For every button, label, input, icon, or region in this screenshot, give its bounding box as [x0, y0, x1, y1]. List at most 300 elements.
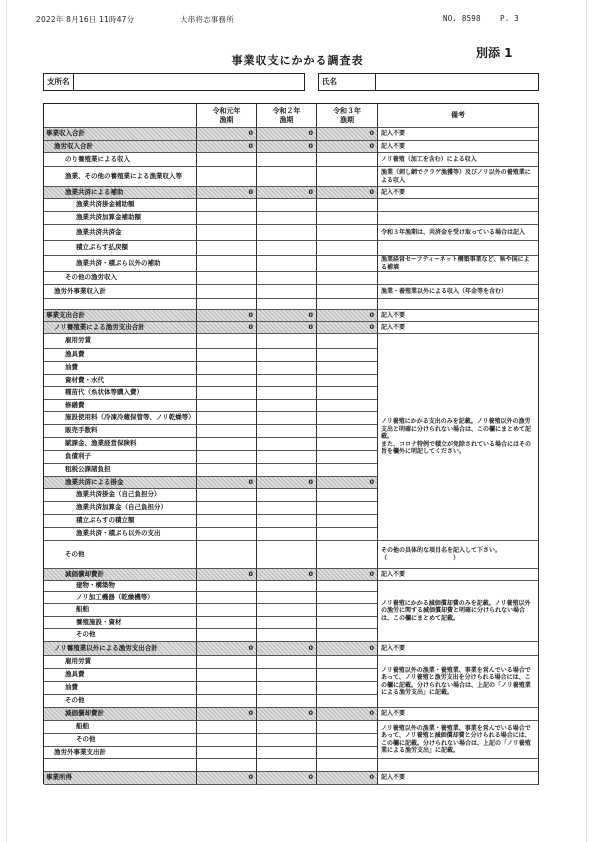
row-label-text: 漁労収入合計 — [54, 141, 93, 150]
row-label — [44, 141, 197, 153]
row-label — [44, 212, 197, 225]
row-remark-text: ノリ養殖にかかる減価償却費のみを記載。ノリ養殖以外の漁労に関する減価償却費と明確に分けられない場合は、この欄にまとめて記載。 — [381, 599, 531, 622]
row-label-text: 漁業共済加算金（自己負担分） — [76, 503, 167, 512]
row-value — [257, 477, 317, 489]
row-label-text: 積立ぷらすの積立額 — [76, 516, 135, 525]
row-label — [44, 334, 197, 349]
row-remark — [378, 334, 539, 541]
row-value — [197, 489, 257, 502]
row-label — [44, 199, 197, 212]
row-value-text: 0 — [369, 773, 374, 782]
row-value — [317, 502, 378, 515]
row-value — [257, 400, 317, 412]
row-label-text: その他 — [65, 696, 85, 705]
row-remark — [378, 322, 539, 334]
branch-value — [76, 74, 302, 90]
row-value — [197, 451, 257, 464]
row-value — [257, 656, 317, 669]
row-value — [317, 569, 378, 581]
row-label-text: 漁業共済加算金補助額 — [76, 213, 141, 222]
row-remark — [378, 642, 539, 656]
row-value — [257, 489, 317, 502]
branch-field — [43, 73, 305, 91]
row-value-text: 0 — [308, 773, 313, 782]
row-value — [257, 225, 317, 241]
row-value-text: 0 — [308, 141, 313, 150]
row-label-text: 減価償却費計 — [65, 569, 104, 578]
row-value-text: 0 — [308, 310, 313, 319]
row-value — [197, 581, 257, 592]
row-value-text: 0 — [369, 477, 374, 486]
row-remark-text: 記入不要 — [381, 323, 406, 331]
row-remark — [378, 285, 539, 299]
row-value — [197, 682, 257, 695]
row-label — [44, 225, 197, 241]
row-label-text: のり養殖業による収入 — [65, 154, 130, 163]
attachment-label: 別添 1 — [476, 46, 513, 60]
row-value — [197, 734, 257, 747]
row-remark-text: 漁業・養殖業以外による収入（年金等を含む） — [381, 287, 508, 295]
row-value — [317, 541, 378, 569]
row-remark — [378, 299, 539, 310]
row-value — [197, 225, 257, 241]
row-value — [197, 349, 257, 362]
row-value-text: 0 — [248, 141, 253, 150]
row-value — [197, 629, 257, 642]
row-remark-text: 記入不要 — [381, 570, 406, 578]
row-value — [197, 375, 257, 387]
column-header-period-text: 漁期 — [279, 115, 294, 124]
row-remark — [378, 153, 539, 167]
row-value — [197, 695, 257, 708]
row-value — [257, 772, 317, 785]
row-value — [257, 629, 317, 642]
row-value-text: 0 — [369, 569, 374, 578]
row-label — [44, 153, 197, 167]
name-label: 氏名 — [319, 74, 376, 90]
row-value — [317, 581, 378, 592]
row-remark-text: 記入不要 — [381, 142, 406, 150]
row-remark-text: ノリ養殖にかかる支出のみを記載。ノリ養殖以外の漁労支出と明確に分けられない場合は、この欄にまとめて記載。 また、コロナ特例で積立が免除されている場合にはその旨を欄外に明記してください。 — [381, 418, 532, 456]
row-label — [44, 489, 197, 502]
row-label-text: 建物・構築物 — [76, 581, 115, 590]
column-header-year — [257, 104, 317, 128]
column-header-remarks — [378, 104, 539, 128]
row-value — [257, 199, 317, 212]
row-remark-text: 漁業（刺し網でクラゲ漁獲等）及びノリ以外の養殖業による収入 — [381, 169, 531, 184]
row-remark-text: ノリ養殖以外の漁業・養殖業、事業を営んでいる場合であって、ノリ養殖と漁労支出を分けられる場合には、この欄に記載。分けられない場合は、上記の「ノリ養殖業による漁労支出」に記載。 — [381, 666, 531, 696]
row-value — [197, 528, 257, 541]
column-header-period-text: 漁期 — [219, 115, 234, 124]
row-label-text: 漁業共済・積ぷら以外の支出 — [76, 529, 161, 538]
row-label-text: 雇用労賃 — [65, 657, 91, 666]
row-label — [44, 581, 197, 592]
row-value — [317, 128, 378, 141]
row-value — [197, 747, 257, 759]
row-value — [197, 477, 257, 489]
row-label-text: ノリ養殖業以外による漁労支出合計 — [54, 643, 158, 652]
row-value — [257, 682, 317, 695]
row-value-text: 0 — [369, 141, 374, 150]
row-value — [257, 747, 317, 759]
row-label — [44, 708, 197, 721]
row-label — [44, 747, 197, 759]
row-value — [257, 285, 317, 299]
row-label-text: 負債利子 — [65, 452, 91, 461]
row-label — [44, 541, 197, 569]
row-value-text: 0 — [308, 569, 313, 578]
row-value — [257, 167, 317, 187]
row-remark — [378, 759, 539, 772]
row-remark-text: 記入不要 — [381, 710, 406, 718]
row-label-text: 養殖施設・資材 — [76, 617, 122, 626]
row-value — [317, 362, 378, 375]
column-header-year-text: 令和２年 — [272, 107, 301, 115]
row-label-text: 種苗代（糸状体等購入費） — [65, 388, 143, 397]
row-label-text: 漁具費 — [65, 670, 85, 679]
row-value — [197, 604, 257, 617]
row-value — [197, 322, 257, 334]
row-label-text: 漁労外事業収入計 — [54, 286, 106, 295]
row-label — [44, 656, 197, 669]
row-label-text: 資材費・水代 — [65, 375, 104, 384]
row-value — [257, 734, 317, 747]
row-value — [257, 212, 317, 225]
column-header-year-text: 令和３年 — [333, 107, 361, 115]
row-value-text: 0 — [369, 709, 374, 718]
row-label-text: 販売手数料 — [65, 426, 98, 435]
row-value-text: 0 — [308, 709, 313, 718]
row-label-text: 修繕費 — [65, 400, 85, 409]
row-value — [257, 153, 317, 167]
row-label — [44, 256, 197, 272]
row-remark-text: その他の具体的な項目名を記入して下さい。 （ ） — [381, 547, 502, 562]
row-value — [257, 412, 317, 425]
row-label — [44, 464, 197, 477]
row-value — [197, 515, 257, 528]
row-label — [44, 642, 197, 656]
row-value — [197, 256, 257, 272]
row-label-text: ノリ養殖業による漁労支出合計 — [54, 322, 145, 331]
row-value — [257, 141, 317, 153]
row-value — [317, 322, 378, 334]
row-remark — [378, 256, 539, 272]
row-value — [257, 617, 317, 629]
row-label — [44, 400, 197, 412]
row-label — [44, 669, 197, 682]
row-label — [44, 592, 197, 604]
row-value — [317, 682, 378, 695]
row-label — [44, 322, 197, 334]
row-value-text: 0 — [248, 322, 253, 331]
row-value — [257, 759, 317, 772]
row-label — [44, 629, 197, 642]
row-value-text: 0 — [248, 129, 253, 138]
row-value — [317, 604, 378, 617]
row-value — [317, 141, 378, 153]
fax-sender: 大串将志事務所 — [180, 15, 234, 24]
column-header-year-text: 令和元年 — [212, 107, 241, 115]
row-label — [44, 362, 197, 375]
row-remark-text: 記入不要 — [381, 130, 406, 138]
row-label-text: 船舶 — [76, 722, 89, 731]
row-remark — [378, 656, 539, 708]
row-value-text: 0 — [369, 310, 374, 319]
row-value — [257, 581, 317, 592]
row-label — [44, 128, 197, 141]
row-value — [197, 592, 257, 604]
row-label — [44, 759, 197, 772]
row-value — [197, 334, 257, 349]
row-value — [197, 167, 257, 187]
column-header-item — [44, 104, 197, 128]
row-value — [317, 464, 378, 477]
fax-number: NO. 8598 — [443, 14, 481, 23]
row-value — [317, 412, 378, 425]
row-label — [44, 604, 197, 617]
name-value — [378, 74, 536, 90]
row-value — [257, 502, 317, 515]
row-value — [317, 515, 378, 528]
row-value — [317, 167, 378, 187]
row-remark — [378, 541, 539, 569]
row-value — [317, 375, 378, 387]
row-value — [317, 759, 378, 772]
row-value — [257, 128, 317, 141]
row-value — [317, 656, 378, 669]
row-value — [317, 734, 378, 747]
row-label-text: 施設使用料（冷凍冷蔵保管等、ノリ乾燥等） — [65, 413, 195, 422]
row-value — [197, 412, 257, 425]
row-value — [257, 695, 317, 708]
column-header-period-text: 漁期 — [340, 115, 354, 124]
row-value — [197, 310, 257, 322]
row-value-text: 0 — [308, 477, 313, 486]
row-label-text: ノリ加工機器（乾燥機等） — [76, 592, 154, 601]
row-label — [44, 349, 197, 362]
row-value — [197, 669, 257, 682]
row-value — [317, 241, 378, 256]
row-value — [197, 759, 257, 772]
row-value — [257, 569, 317, 581]
row-value — [257, 387, 317, 400]
row-value — [317, 299, 378, 310]
row-value-text: 0 — [248, 643, 253, 652]
row-value — [317, 310, 378, 322]
row-value — [317, 285, 378, 299]
row-label — [44, 241, 197, 256]
row-label — [44, 502, 197, 515]
row-remark — [378, 225, 539, 241]
row-label — [44, 412, 197, 425]
row-label — [44, 438, 197, 451]
row-value — [197, 708, 257, 721]
row-label-text: 雇用労賃 — [65, 336, 91, 345]
row-remark-text: 記入不要 — [381, 774, 406, 782]
row-label — [44, 682, 197, 695]
row-value — [317, 721, 378, 734]
row-label — [44, 695, 197, 708]
row-label-text: 漁業、その他の養殖業による漁業収入等 — [65, 171, 182, 180]
row-label — [44, 721, 197, 734]
row-remark — [378, 128, 539, 141]
row-label-text: 減価償却費計 — [65, 709, 104, 718]
row-value-text: 0 — [369, 643, 374, 652]
row-value — [197, 362, 257, 375]
row-value — [197, 153, 257, 167]
row-value — [257, 642, 317, 656]
row-value — [197, 212, 257, 225]
row-value — [317, 592, 378, 604]
row-value — [197, 541, 257, 569]
row-value — [317, 272, 378, 285]
row-label-text: 船舶 — [76, 605, 89, 614]
row-value — [257, 604, 317, 617]
row-value — [197, 642, 257, 656]
row-value-text: 0 — [308, 187, 313, 196]
row-label-text: 漁業共済共済金 — [76, 227, 122, 236]
row-remark — [378, 199, 539, 212]
row-value — [197, 187, 257, 199]
row-value — [197, 721, 257, 734]
row-value — [317, 349, 378, 362]
row-value — [317, 438, 378, 451]
row-label-text: 油費 — [65, 683, 78, 692]
row-value — [197, 617, 257, 629]
row-remark-text: 記入不要 — [381, 311, 406, 319]
row-label-text: 漁具費 — [65, 350, 85, 359]
branch-label: 支所名 — [44, 74, 74, 90]
row-value — [257, 438, 317, 451]
name-field — [318, 73, 539, 91]
row-value-text: 0 — [248, 310, 253, 319]
row-remark — [378, 141, 539, 153]
row-label — [44, 528, 197, 541]
row-value — [197, 199, 257, 212]
row-label — [44, 272, 197, 285]
fax-datetime: 2022年 8月16日 11時47分 — [36, 15, 135, 24]
row-value-text: 0 — [248, 773, 253, 782]
row-value — [257, 375, 317, 387]
row-value — [257, 515, 317, 528]
row-value-text: 0 — [308, 322, 313, 331]
row-label — [44, 285, 197, 299]
row-value — [317, 225, 378, 241]
row-label — [44, 772, 197, 785]
row-label-text: その他の漁労収入 — [65, 273, 117, 282]
row-value — [317, 528, 378, 541]
row-label-text: その他 — [65, 549, 85, 558]
row-value-text: 0 — [248, 187, 253, 196]
row-remark-text: 記入不要 — [381, 188, 406, 196]
row-value — [197, 128, 257, 141]
row-label — [44, 187, 197, 199]
scan-edge-left — [6, 0, 7, 842]
row-value — [257, 334, 317, 349]
row-value — [197, 272, 257, 285]
row-value-text: 0 — [248, 709, 253, 718]
row-value — [257, 708, 317, 721]
row-value-text: 0 — [248, 569, 253, 578]
row-remark — [378, 721, 539, 759]
row-value — [197, 141, 257, 153]
row-value — [257, 541, 317, 569]
row-label — [44, 425, 197, 438]
row-value — [317, 387, 378, 400]
row-value — [257, 528, 317, 541]
row-value — [257, 299, 317, 310]
row-label — [44, 167, 197, 187]
row-label — [44, 569, 197, 581]
row-label-text: 漁業共済掛金補助額 — [76, 200, 135, 209]
row-value — [317, 708, 378, 721]
row-label-text: 漁業共済・積ぷら以外の補助 — [76, 258, 161, 267]
row-label-text: 事業所得 — [46, 773, 72, 782]
row-value — [257, 464, 317, 477]
row-value — [317, 400, 378, 412]
row-label — [44, 451, 197, 464]
row-value-text: 0 — [248, 477, 253, 486]
row-value — [257, 322, 317, 334]
row-remark-text: 記入不要 — [381, 644, 406, 652]
row-value — [197, 656, 257, 669]
row-label-text: その他 — [76, 630, 96, 639]
row-value — [317, 642, 378, 656]
row-remark — [378, 772, 539, 785]
row-value — [317, 617, 378, 629]
row-remark — [378, 310, 539, 322]
row-label — [44, 310, 197, 322]
row-value — [197, 299, 257, 310]
row-value — [197, 425, 257, 438]
row-value — [197, 464, 257, 477]
row-label — [44, 387, 197, 400]
row-value-text: 0 — [369, 322, 374, 331]
row-value — [317, 425, 378, 438]
row-value — [257, 256, 317, 272]
row-value — [197, 387, 257, 400]
row-value — [317, 334, 378, 349]
row-label-text: 漁業共済による補助 — [65, 187, 124, 196]
row-value — [257, 241, 317, 256]
row-value — [257, 425, 317, 438]
column-header-year — [197, 104, 257, 128]
row-remark-text: 令和３年漁期は、共済金を受け取っている場合は記入 — [381, 228, 526, 236]
scan-edge-right — [586, 0, 587, 842]
row-remark — [378, 581, 539, 642]
row-value — [317, 489, 378, 502]
row-label — [44, 477, 197, 489]
row-label-text: 事業収入合計 — [46, 129, 85, 138]
fax-page: P. 3 — [500, 14, 519, 23]
row-value-text: 0 — [369, 187, 374, 196]
row-value — [317, 451, 378, 464]
column-header-year — [317, 104, 378, 128]
row-label — [44, 299, 197, 310]
column-header-remarks-text: 備考 — [451, 111, 465, 120]
row-remark-text: ノリ養殖（加工を含む）による収入 — [381, 155, 477, 163]
row-value — [257, 721, 317, 734]
row-value-text: 0 — [308, 129, 313, 138]
row-label-text: 油費 — [65, 363, 78, 372]
row-value — [197, 502, 257, 515]
row-label — [44, 734, 197, 747]
row-remark-text: 漁業経営セーフティーネット構築事業など、県や国による補填 — [381, 256, 530, 271]
row-remark — [378, 167, 539, 187]
row-value — [317, 199, 378, 212]
row-value — [197, 400, 257, 412]
row-value — [317, 747, 378, 759]
